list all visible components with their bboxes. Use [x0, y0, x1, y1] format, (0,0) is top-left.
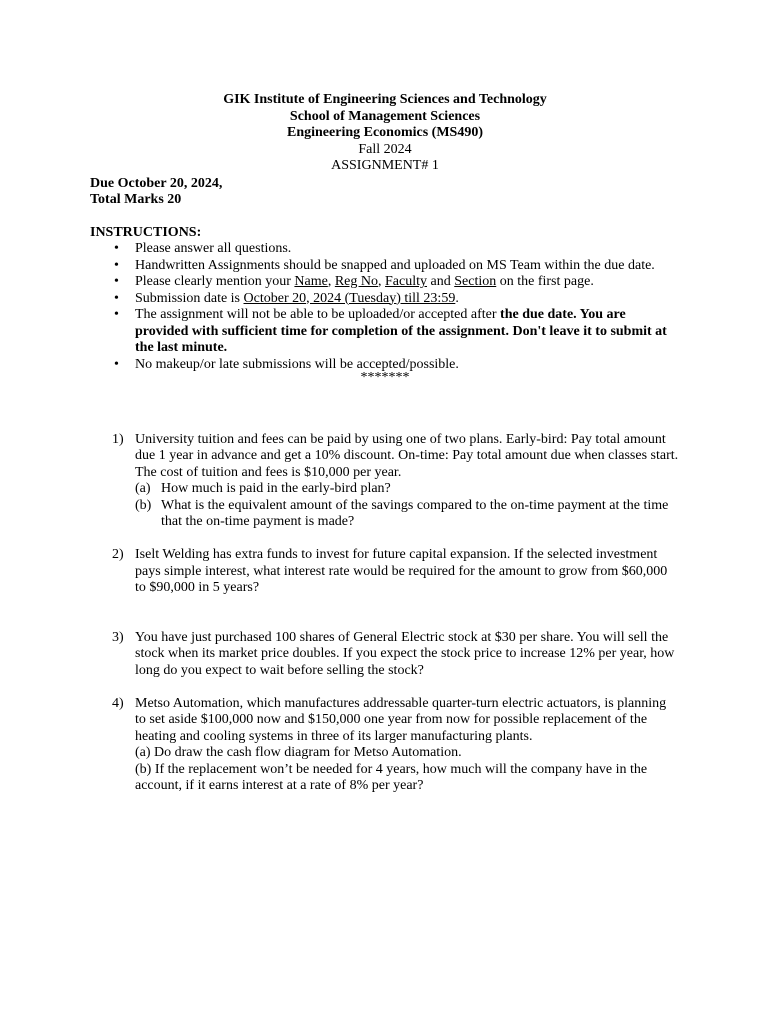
questions-section [90, 432, 680, 795]
instructions-list [90, 241, 680, 373]
sub-question-a [135, 481, 680, 498]
document-subheader [90, 142, 680, 175]
document-header [90, 92, 680, 142]
question-2 [90, 547, 680, 597]
due-date: Due October 20, 2024, [90, 175, 223, 191]
field-name: Name [294, 274, 328, 289]
instruction-item [90, 258, 680, 275]
total-marks: Total Marks 20 [90, 192, 182, 207]
instruction-item [90, 307, 680, 357]
question-number: 4) [112, 695, 124, 711]
sub-question-a: (a) Do draw the cash flow diagram for Metso Automation. [135, 745, 462, 760]
sub-question-label: (a) [135, 481, 151, 496]
assignment-meta [90, 176, 680, 209]
assignment-page [90, 92, 680, 811]
instruction-text-pre: Please clearly mention your [135, 274, 295, 289]
sub-question-b [135, 498, 680, 531]
instructions-title: INSTRUCTIONS: [90, 224, 202, 240]
question-number: 3) [112, 629, 124, 645]
instruction-item [90, 241, 680, 258]
section-divider: ******* [360, 370, 410, 385]
bullet-icon: • [114, 274, 119, 289]
conjunction: and [427, 274, 455, 289]
course-title: Engineering Economics (MS490) [287, 125, 483, 140]
sub-question-text: How much is paid in the early-bird plan? [161, 481, 391, 496]
instruction-text-pre: The assignment will not be able to be uploaded/or accepted after [135, 307, 501, 322]
bullet-icon: • [114, 241, 119, 256]
question-text: University tuition and fees can be paid by using one of two plans. Early-bird: Pay total amount due 1 year in advance and get a 10% discount. On-time: Pay total amount due when classes start. The cost of tuition and fees is $10,000 per year. [135, 431, 679, 480]
field-reg-no: Reg No [334, 274, 379, 289]
sub-question-b: (b) If the replacement won’t be needed for 4 years, how much will the company have in the account, if it earns interest at a rate of 8% per year? [135, 761, 648, 793]
field-section: Section [454, 274, 497, 289]
instruction-emphasis: the due date. You are provided with sufficient time for completion of the assignment. Don't leave it to submit at the last minute. [135, 307, 667, 355]
assignment-title: ASSIGNMENT# 1 [331, 158, 439, 173]
instruction-item [90, 357, 680, 374]
instruction-text-pre: Submission date is [135, 290, 244, 306]
school-name: School of Management Sciences [289, 108, 481, 124]
submission-deadline: October 20, 2024 (Tuesday) till 23:59 [243, 290, 456, 306]
term: Fall 2024 [358, 141, 412, 157]
instruction-text-post: on the first page. [496, 274, 594, 289]
instruction-text: Please answer all questions. [135, 241, 292, 256]
field-faculty: Faculty [385, 274, 428, 289]
instruction-text-post: . [455, 290, 459, 306]
instruction-item [90, 274, 680, 291]
question-text: You have just purchased 100 shares of General Electric stock at $30 per share. You will sell the stock when its market price doubles. If you expect the stock price to increase 12% per year, how long do you expect to wait before selling the stock? [135, 629, 675, 678]
bullet-icon: • [114, 290, 119, 306]
question-text: Metso Automation, which manufactures addressable quarter-turn electric actuators, is planning to set aside $100,000 now and $150,000 one year from now for possible replacement of the heating and cooling systems in three of its larger manufacturing plants. [135, 695, 667, 744]
bullet-icon: • [114, 257, 119, 273]
separator: , [378, 274, 386, 289]
bullet-icon: • [114, 356, 119, 372]
question-number: 1) [112, 431, 124, 447]
instruction-text: No makeup/or late submissions will be accepted/possible. [135, 356, 459, 372]
bullet-icon: • [114, 307, 119, 322]
question-1 [90, 432, 680, 531]
question-4 [90, 696, 680, 795]
question-number: 2) [112, 547, 124, 562]
question-text: Iselt Welding has extra funds to invest for future capital expansion. If the selected investment pays simple interest, what interest rate would be required for the amount to grow from $60,000 to $90,000 in 5 years? [135, 547, 668, 595]
sub-question-text: What is the equivalent amount of the savings compared to the on-time payment at the time that the on-time payment is made? [161, 497, 669, 529]
separator: , [327, 274, 335, 289]
question-3 [90, 630, 680, 680]
instruction-text: Handwritten Assignments should be snapped and uploaded on MS Team within the due date. [135, 257, 655, 273]
instruction-item [90, 291, 680, 308]
institute-name: GIK Institute of Engineering Sciences and Technology [223, 92, 547, 107]
sub-question-label: (b) [135, 497, 152, 513]
